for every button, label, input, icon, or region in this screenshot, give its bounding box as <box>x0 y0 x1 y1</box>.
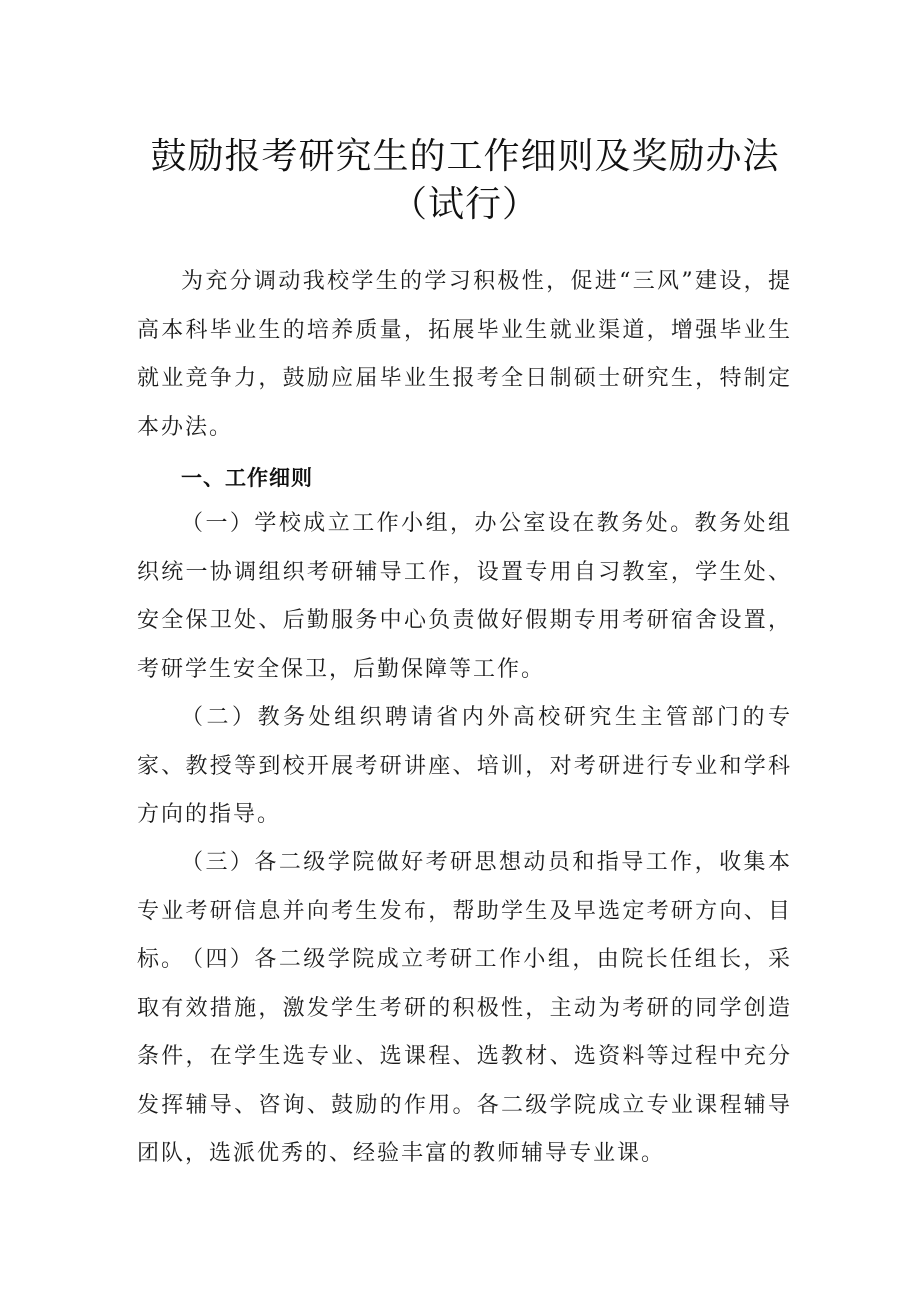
section-heading: 一、工作细则 <box>181 466 313 490</box>
section-paragraph-2: （二）教务处组织聘请省内外高校研究生主管部门的专家、教授等到校开展考研讲座、培训，对考研进行专业和学科方向的指导。 <box>137 705 792 827</box>
intro-paragraph: 为充分调动我校学生的学习积极性，促进“三风”建设，提高本科毕业生的培养质量，拓展毕业生就业渠道，增强毕业生就业竞争力，鼓励应届毕业生报考全日制硕士研究生，特制定本办法。 <box>137 269 792 440</box>
section-paragraph-3: （三）各二级学院做好考研思想动员和指导工作，收集本专业考研信息并向考生发布，帮助学生及早选定考研方向、目标。 <box>137 850 792 972</box>
document-title: 鼓励报考研究生的工作细则及奖励办法（试行） <box>150 136 780 225</box>
section-paragraph-1: （一）学校成立工作小组，办公室设在教务处。教务处组织统一协调组织考研辅导工作，设置专用自习教室，学生处、安全保卫处、后勤服务中心负责做好假期专用考研宿舍设置，考研学生安全保卫，后勤保障等工作。 <box>137 511 792 682</box>
section-paragraph-4: （四）各二级学院成立考研工作小组，由院长任组长，采取有效措施，激发学生考研的积极性，主动为考研的同学创造条件，在学生选专业、选课程、选教材、选资料等过程中充分发挥辅导、咨询、鼓励的作用。各二级学院成立专业课程辅导团队，选派优秀的、经验丰富的教师辅导专业课。 <box>137 947 792 1166</box>
